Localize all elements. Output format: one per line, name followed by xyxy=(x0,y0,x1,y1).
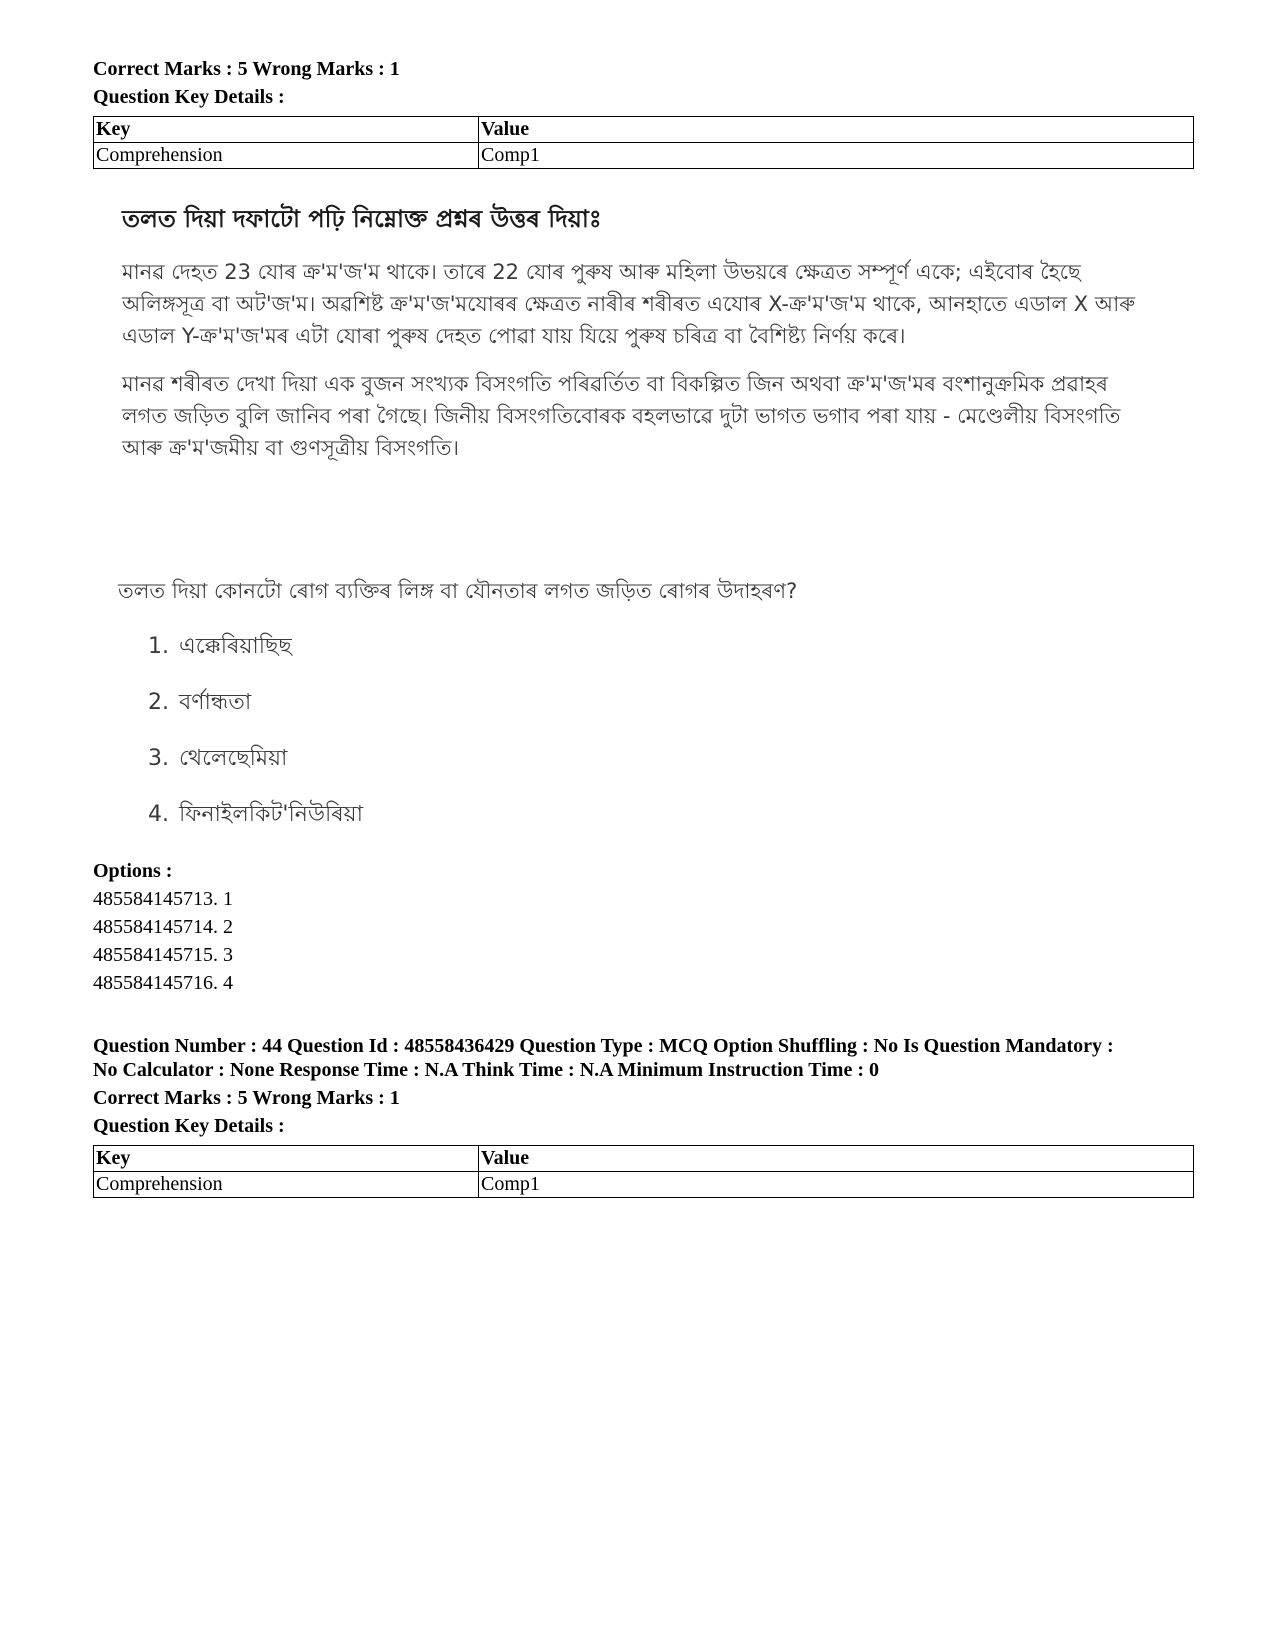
table-row xyxy=(94,1172,1194,1198)
top-header xyxy=(93,55,1193,111)
table-row xyxy=(94,143,1194,169)
passage-paragraph-2: মানৱ শৰীৰত দেখা দিয়া এক বুজন সংখ্যক বিসংগতি পৰিৱৰ্তিত বা বিকল্পিত জিন অথবা ক্ৰ'ম'জ'মৰ বংশানুক্ৰমিক প্ৰৱাহৰ লগত জড়িত বুলি জানিব পৰা গৈছে। জিনীয় বিসংগতিবোৰক বহলভাৱে দুটা ভাগত ভগাব পৰা যায় - মেণ্ডেলীয় বিসংগতি আৰু ক্ৰ'ম'জমীয় বা গুণসূত্ৰীয় বিসংগতি। xyxy=(122,372,1121,460)
question-choice xyxy=(148,688,251,718)
key-details-table xyxy=(93,116,1194,169)
choice-label: ফিনাইলকিট'নিউৰিয়া xyxy=(179,802,364,827)
next-header xyxy=(93,1084,1193,1140)
table-cell-value: Comp1 xyxy=(479,143,1194,169)
choice-number: 4. xyxy=(148,802,169,827)
option-item: 485584145714. 2 xyxy=(93,916,233,938)
marks-line: Correct Marks : 5 Wrong Marks : 1 xyxy=(93,58,400,80)
question-text: তলত দিয়া কোনটো ৰোগ ব্যক্তিৰ লিঙ্গ বা যৌনতাৰ লগত জড়িত ৰোগৰ উদাহৰণ? xyxy=(118,579,798,603)
choice-label: এক্কেৰিয়াছিছ xyxy=(179,634,292,659)
choice-label: থেলেছেমিয়া xyxy=(179,746,288,771)
table-header-row xyxy=(94,1146,1194,1172)
passage-paragraph-1: মানৱ দেহত 23 যোৰ ক্ৰ'ম'জ'ম থাকে। তাৰে 22 যোৰ পুৰুষ আৰু মহিলা উভয়ৰে ক্ষেত্ৰত সম্পূৰ্ণ একে; এইবোৰ হৈছে অলিঙ্গসূত্ৰ বা অট'জ'ম। অৱশিষ্ট ক্ৰ'ম'জ'মযোৰৰ ক্ষেত্ৰত নাৰীৰ শৰীৰত এযোৰ X-ক্ৰ'ম'জ'ম থাকে, আনহাতে এডাল X আৰু এডাল Y-ক্ৰ'ম'জ'মৰ এটা যোৰা পুৰুষ দেহত পোৱা যায় যিয়ে পুৰুষ চৰিত্ৰ বা বৈশিষ্ট্য নিৰ্ণয় কৰে। xyxy=(122,260,1136,348)
table-cell-key: Comprehension xyxy=(94,143,479,169)
choice-number: 3. xyxy=(148,746,169,771)
comprehension-passage xyxy=(122,202,1142,464)
marks-line: Correct Marks : 5 Wrong Marks : 1 xyxy=(93,1087,400,1109)
question-choice xyxy=(148,744,287,774)
choice-label: বৰ্ণান্ধতা xyxy=(179,690,252,715)
option-item: 485584145715. 3 xyxy=(93,944,233,966)
option-item: 485584145716. 4 xyxy=(93,972,233,994)
key-details-table xyxy=(93,1145,1194,1198)
table-cell-value: Comp1 xyxy=(479,1172,1194,1198)
options-title: Options : xyxy=(93,860,173,882)
passage-title: তলত দিয়া দফাটো পঢ়ি নিম্নোক্ত প্ৰশ্নৰ উত্তৰ দিয়াঃ xyxy=(122,205,602,233)
key-details-label: Question Key Details : xyxy=(93,1115,285,1137)
option-item: 485584145713. 1 xyxy=(93,888,233,910)
key-details-label: Question Key Details : xyxy=(93,86,285,108)
question-meta-line-1: Question Number : 44 Question Id : 48558436429 Question Type : MCQ Option Shuffling : No Is Question Mandatory : xyxy=(93,1035,1114,1057)
table-header-key: Key xyxy=(94,1146,479,1172)
question-choice xyxy=(148,800,363,830)
table-header-value: Value xyxy=(479,117,1194,143)
table-header-row xyxy=(94,117,1194,143)
question-choice xyxy=(148,632,292,662)
table-cell-key: Comprehension xyxy=(94,1172,479,1198)
table-header-key: Key xyxy=(94,117,479,143)
choice-number: 2. xyxy=(148,690,169,715)
choice-number: 1. xyxy=(148,634,169,659)
table-header-value: Value xyxy=(479,1146,1194,1172)
question-meta-line-2: No Calculator : None Response Time : N.A Think Time : N.A Minimum Instruction Time : 0 xyxy=(93,1059,879,1081)
